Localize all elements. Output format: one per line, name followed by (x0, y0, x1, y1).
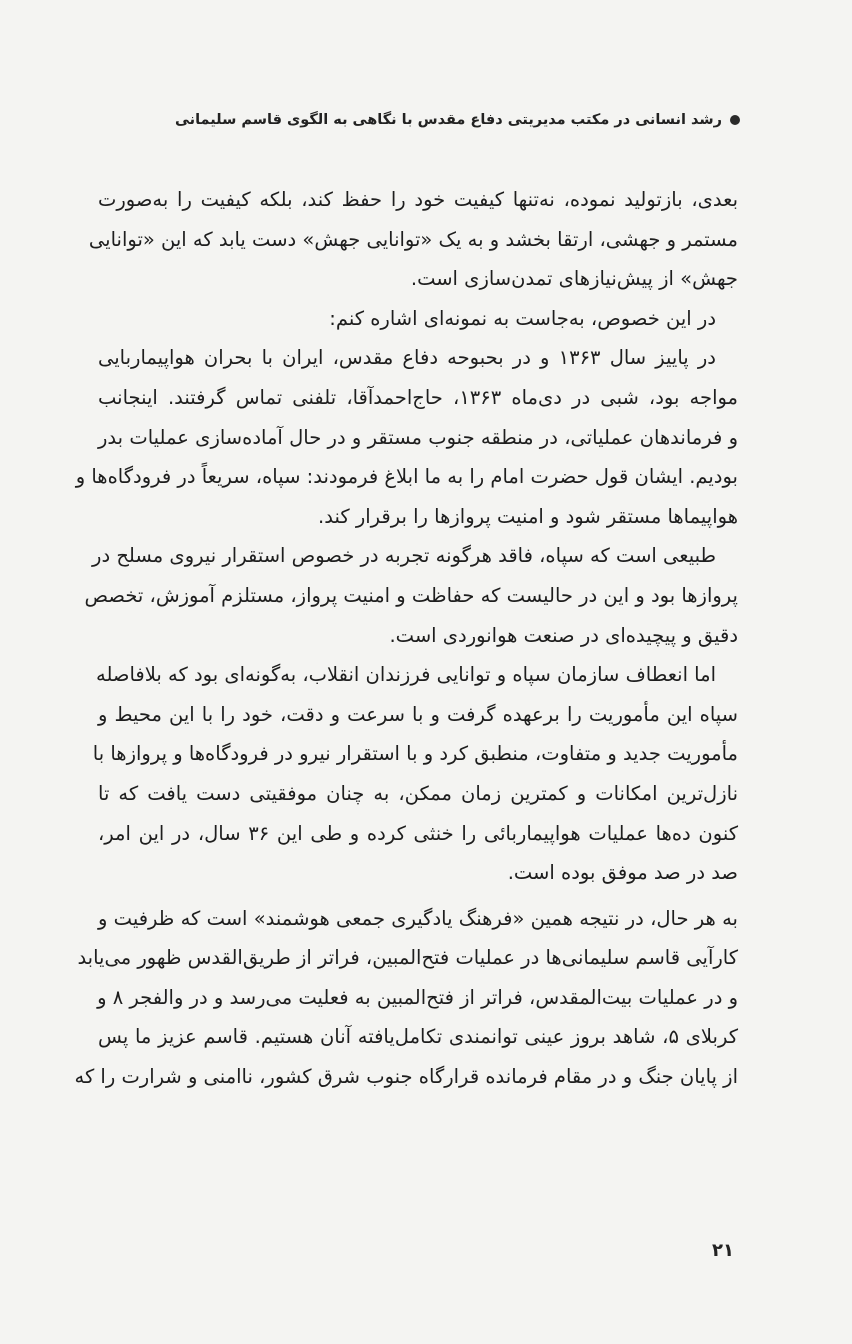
bullet-icon (730, 115, 740, 125)
text-line: جهش» از پیش‌نیازهای تمدن‌سازی است. (410, 267, 738, 291)
page-number: ۲۱ (712, 1240, 734, 1261)
paragraph (84, 536, 738, 655)
running-header (175, 112, 740, 128)
text-line: کربلای ۵، شاهد بروز عینی توانمندی تکامل‌یافته آنان هستیم. قاسم عزیز ما پس (98, 1025, 738, 1049)
text-line: بعدی، بازتولید نموده، نه‌تنها کیفیت خود را حفظ کند، بلکه کیفیت را به‌صورت (98, 188, 738, 211)
text-line: مستمر و جهشی، ارتقا بخشد و به یک «توانایی جهش» دست یابد که این «توانایی (88, 227, 738, 251)
text-line: سپاه این مأموریت را برعهده گرفت و با سرعت و دقت، خود را با این محیط و (98, 702, 738, 726)
paragraph (92, 655, 738, 893)
text-line: به هر حال، در نتیجه همین «فرهنگ یادگیری جمعی هوشمند» است که ظرفیت و (98, 906, 738, 930)
text-line: کارآیی قاسم سلیمانی‌ها در عملیات فتح‌المبین، فراتر از طریق‌القدس ظهور می‌یابد (77, 946, 738, 970)
text-line: مواجه بود، شبی در دی‌ماه ۱۳۶۳، حاج‌احمدآقا، تلفنی تماس گرفتند. اینجانب (98, 385, 739, 409)
text-line: و در عملیات بیت‌المقدس، فراتر از فتح‌المبین به فعلیت می‌رسد و در والفجر ۸ و (97, 985, 738, 1009)
text-line: در این خصوص، به‌جاست به نمونه‌ای اشاره کنم: (329, 306, 716, 330)
text-line: در پاییز سال ۱۳۶۳ و در بحبوحه دفاع مقدس، ایران با بحران هواپیماربایی (98, 346, 716, 370)
text-line: طبیعی است که سپاه، فاقد هرگونه تجربه در خصوص استقرار نیروی مسلح در (92, 544, 716, 568)
text-line: هواپیماها مستقر شود و امنیت پروازها را برقرار کند. (318, 504, 738, 528)
text-line: صد در صد موفق بوده است. (507, 861, 738, 885)
text-line: مأموریت جدید و متفاوت، منطبق کرد و با استقرار نیرو در فرودگاه‌ها و پروازها با (92, 742, 738, 766)
text-line: اما انعطاف سازمان سپاه و توانایی فرزندان انقلاب، به‌گونه‌ای بود که بلافاصله (96, 663, 716, 687)
body-text (74, 180, 739, 1097)
paragraph (88, 180, 738, 299)
text-line: دقیق و پیچیده‌ای در صنعت هوانوردی است. (389, 623, 738, 647)
running-title: رشد انسانی در مکتب مدیریتی دفاع مقدس با نگاهی به الگوی قاسم سلیمانی (174, 112, 722, 128)
text-line: کنون ده‌ها عملیات هواپیماربائی را خنثی کرده و طی این ۳۶ سال، در این امر، (98, 821, 738, 845)
text-line: نازل‌ترین امکانات و کمترین زمان ممکن، به چنان موفقیتی دست یافت که تا (98, 781, 738, 805)
text-line: از پایان جنگ و در مقام فرمانده قرارگاه جنوب شرق کشور، ناامنی و شرارت را که (74, 1065, 738, 1089)
text-line: و فرماندهان عملیاتی، در منطقه جنوب مستقر و در حال آماده‌سازی عملیات بدر (98, 425, 738, 449)
text-line: بودیم. ایشان قول حضرت امام را به ما ابلاغ فرمودند: سپاه، سریعاً در فرودگاه‌ها و (75, 465, 738, 489)
paragraph (74, 899, 738, 1097)
paragraph (98, 299, 738, 339)
text-line: پروازها بود و این در حالیست که حفاظت و امنیت پرواز، مستلزم آموزش، تخصص (84, 583, 738, 607)
paragraph (75, 338, 739, 536)
